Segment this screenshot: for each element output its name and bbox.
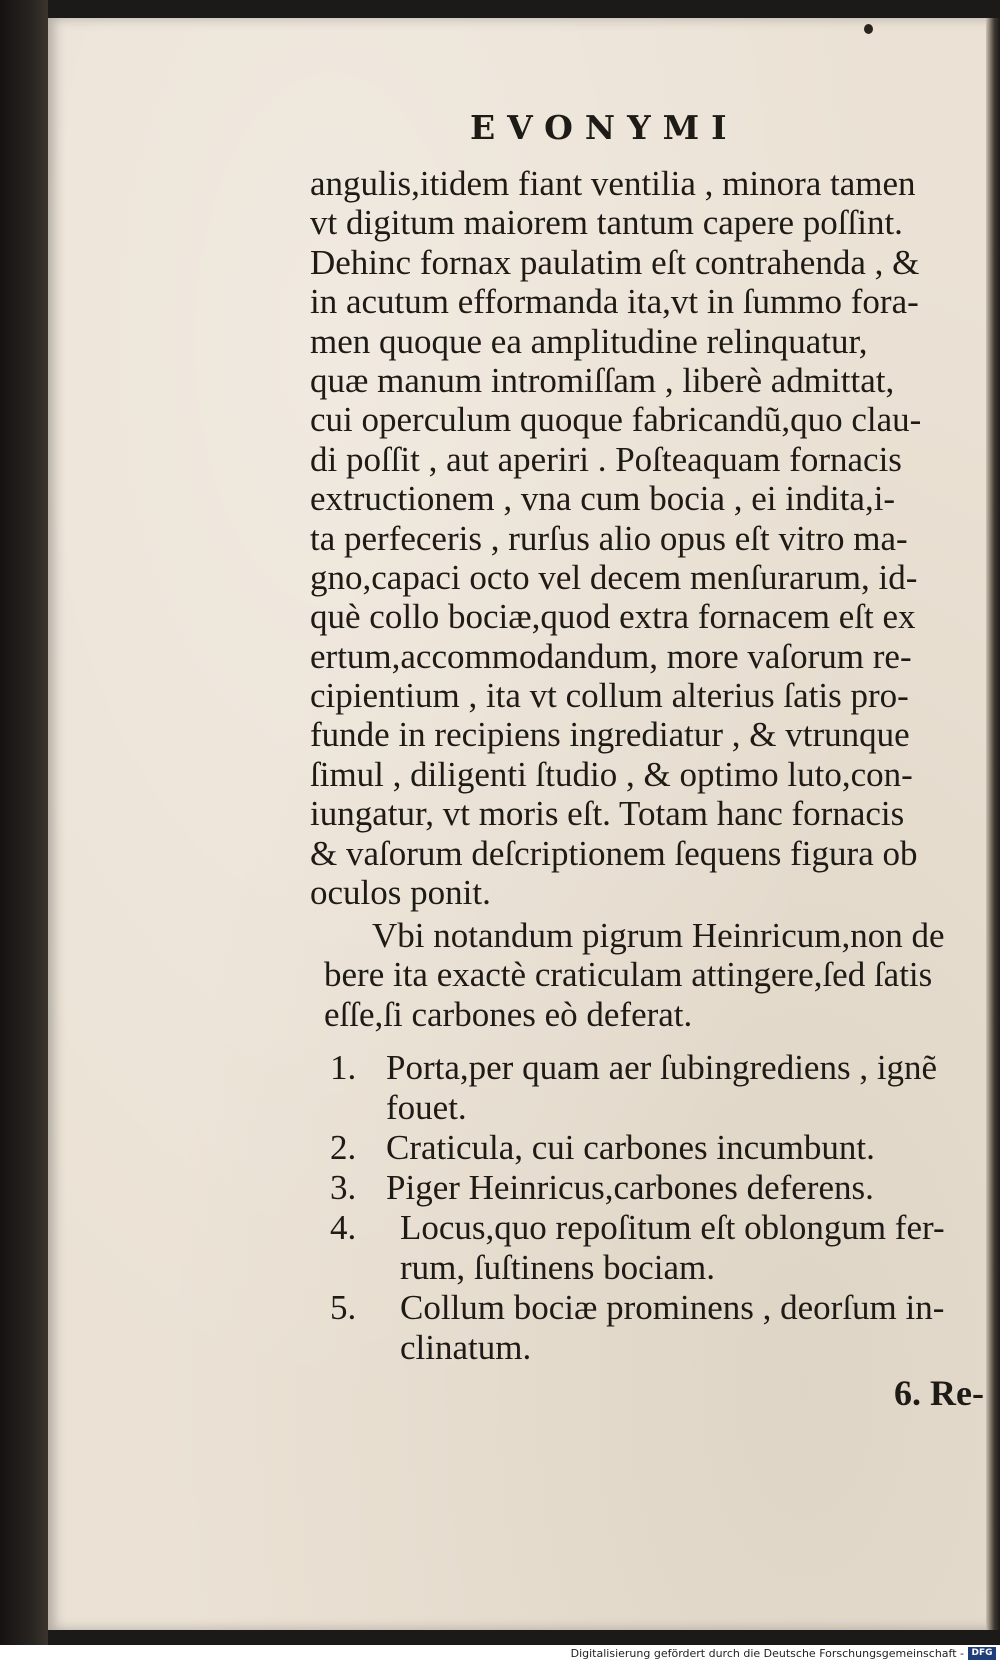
text-line: in acutum efformanda ita,vt in ſummo fora- bbox=[310, 282, 919, 322]
text-line: Dehinc fornax paulatim eſt contrahenda , & bbox=[310, 242, 920, 282]
legend-item bbox=[330, 1048, 990, 1128]
legend-text: Collum bociæ prominens , deorſum in- bbox=[400, 1288, 945, 1327]
text-line: Vbi notandum pigrum Heinricum,non de bbox=[372, 916, 945, 955]
legend-item bbox=[330, 1288, 990, 1368]
legend-item bbox=[330, 1208, 990, 1288]
legend-number: 1. bbox=[330, 1048, 357, 1087]
page-edge bbox=[986, 18, 1000, 1630]
text-line: & vaſorum deſcriptionem ſequens figura ob bbox=[310, 833, 918, 873]
legend-number: 5. bbox=[330, 1288, 357, 1327]
text-line: iungatur, vt moris eſt. Totam hanc fornacis bbox=[310, 794, 905, 834]
text-line: ertum,accommodandum, more vaſorum re- bbox=[310, 636, 912, 676]
footer-bar bbox=[0, 1645, 1000, 1663]
legend-text: Piger Heinricus,carbones deferens. bbox=[386, 1168, 874, 1207]
text-line: funde in recipiens ingrediatur , & vtrunque bbox=[310, 715, 910, 755]
text-line: bere ita exactè craticulam attingere,ſed ſatis bbox=[324, 955, 933, 995]
funding-credit: Digitalisierung gefördert durch die Deutsche Forschungsgemeinschaft - bbox=[570, 1647, 964, 1660]
text-line: vt digitum maiorem tantum capere poſſint. bbox=[310, 203, 903, 243]
running-title: EVONYMI bbox=[470, 108, 739, 147]
text-line: ſimul , diligenti ſtudio , & optimo luto,con- bbox=[310, 754, 913, 794]
text-line: cui operculum quoque fabricandũ,quo clau- bbox=[310, 400, 922, 440]
legend-item bbox=[330, 1168, 990, 1208]
text-line: eſſe,ſi carbones eò deferat. bbox=[324, 994, 693, 1034]
text-line: ta perfeceris , rurſus alio opus eſt vitro ma- bbox=[310, 518, 908, 558]
legend-number: 2. bbox=[330, 1128, 357, 1167]
text-line: angulis,itidem fiant ventilia , minora tamen bbox=[310, 164, 916, 203]
text-line: gno,capaci octo vel decem menſurarum, id- bbox=[310, 557, 918, 597]
legend-text: Locus,quo repoſitum eſt oblongum fer- bbox=[400, 1208, 945, 1247]
catchword: 6. Re- bbox=[894, 1373, 984, 1413]
text-line: di poſſit , aut aperiri . Poſteaquam fornacis bbox=[310, 439, 902, 479]
legend-text: fouet. bbox=[386, 1088, 467, 1127]
ink-spot bbox=[864, 24, 873, 34]
legend-text: Craticula, cui carbones incumbunt. bbox=[386, 1128, 875, 1167]
legend-item bbox=[330, 1128, 990, 1168]
text-line: quæ manum intromiſſam , liberè admittat, bbox=[310, 360, 895, 400]
figure-legend bbox=[330, 1048, 990, 1368]
legend-text: clinatum. bbox=[400, 1328, 532, 1367]
text-line: què collo bociæ,quod extra fornacem eſt ex bbox=[310, 597, 916, 637]
legend-text: Porta,per quam aer ſubingrediens , ignẽ bbox=[386, 1048, 938, 1087]
legend-number: 3. bbox=[330, 1168, 357, 1207]
text-line: oculos ponit. bbox=[310, 873, 491, 913]
legend-number: 4. bbox=[330, 1208, 357, 1247]
text-line: men quoque ea amplitudine relinquatur, bbox=[310, 321, 868, 361]
text-line: extructionem , vna cum bocia , ei indita,i- bbox=[310, 479, 896, 519]
note-paragraph bbox=[324, 916, 984, 1034]
dfg-logo-icon: DFG bbox=[968, 1647, 996, 1660]
legend-text: rum, ſuſtinens bociam. bbox=[400, 1248, 715, 1287]
text-line: cipientium , ita vt collum alterius ſatis pro- bbox=[310, 676, 909, 716]
book-spine bbox=[0, 0, 48, 1645]
main-paragraph bbox=[310, 164, 978, 912]
